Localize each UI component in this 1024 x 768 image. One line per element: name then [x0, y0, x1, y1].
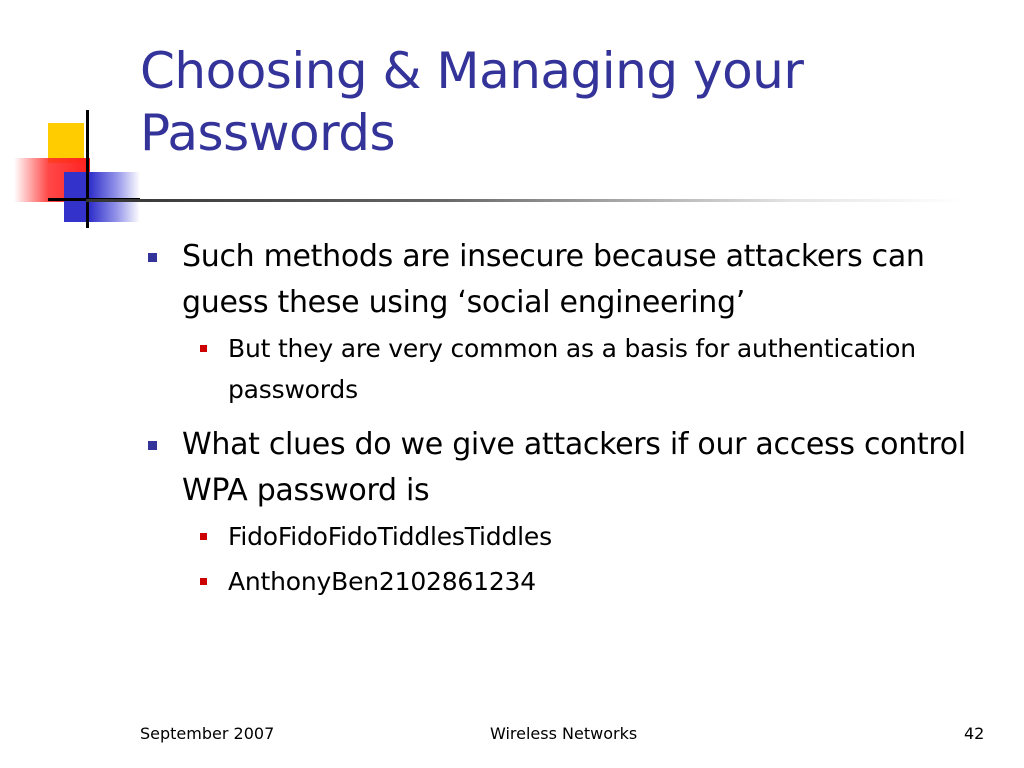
- slide-body: [140, 234, 1000, 614]
- footer-date: September 2007: [140, 724, 275, 743]
- title-divider: [86, 199, 966, 202]
- bullet-item: [140, 234, 1000, 410]
- square-sub-bullet-icon: [200, 578, 207, 585]
- logo-vertical-line: [86, 110, 89, 228]
- sub-bullet-text: FidoFidoFidoTiddlesTiddles: [228, 522, 552, 551]
- slide-number: 42: [964, 724, 985, 743]
- footer-title: Wireless Networks: [490, 724, 638, 743]
- sub-bullet-text: AnthonyBen2102861234: [228, 567, 536, 596]
- square-bullet-icon: [148, 253, 157, 262]
- bullet-text: Such methods are insecure because attackers can guess these using ‘social engineering’: [182, 239, 925, 320]
- sub-bullet-list: [182, 328, 1000, 410]
- sub-bullet-item: [182, 561, 1000, 602]
- bullet-item: [140, 422, 1000, 602]
- square-bullet-icon: [148, 441, 157, 450]
- logo-blue-square: [64, 172, 140, 222]
- bullet-text: What clues do we give attackers if our access control WPA password is: [182, 427, 966, 508]
- square-sub-bullet-icon: [200, 533, 207, 540]
- sub-bullet-text: But they are very common as a basis for authentication passwords: [228, 334, 916, 404]
- slide-title: Choosing & Managing your Passwords: [140, 42, 804, 162]
- sub-bullet-item: [182, 516, 1000, 557]
- logo-yellow-square: [48, 123, 84, 163]
- square-sub-bullet-icon: [200, 345, 207, 352]
- sub-bullet-item: [182, 328, 1000, 410]
- sub-bullet-list: [182, 516, 1000, 602]
